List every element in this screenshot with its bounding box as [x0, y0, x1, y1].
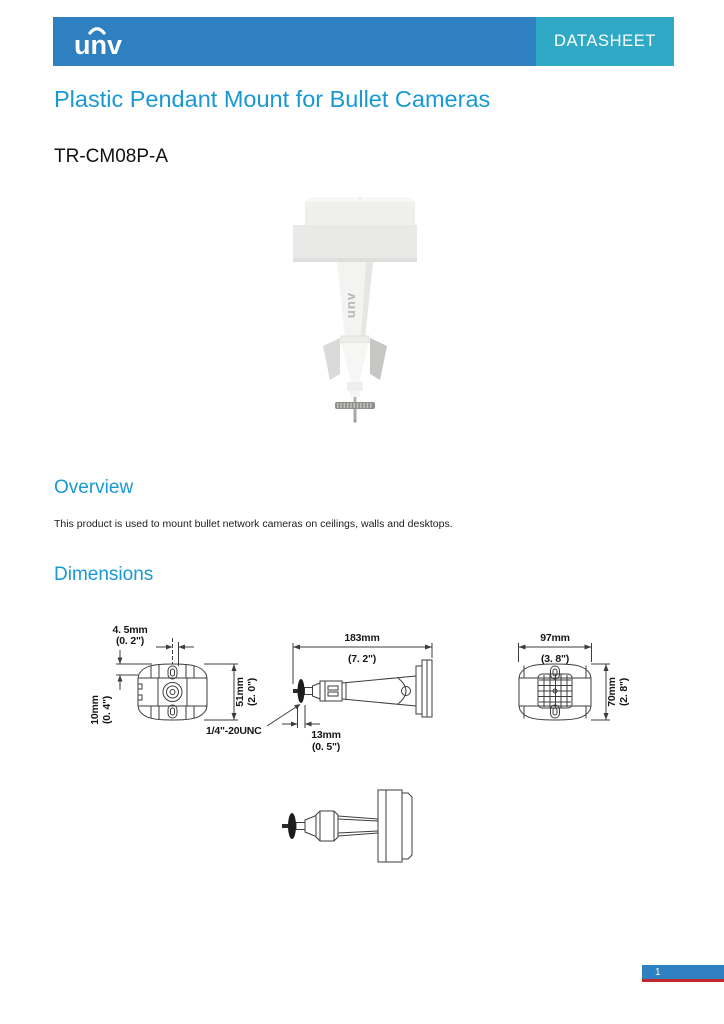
dim-label-base-depth-in: (2. 8") — [618, 677, 630, 707]
right-fin — [370, 338, 387, 380]
unv-molded-logo: unv — [343, 291, 358, 319]
dim-label-edge-mm: 10mm — [89, 695, 101, 725]
dim-label-knob-mm: 13mm — [311, 729, 341, 741]
dim-label-base-width-in: (3. 8") — [540, 653, 570, 665]
dim-label-base-height-in: (2. 0") — [246, 677, 258, 707]
overview-text: This product is used to mount bullet network cameras on ceilings, walls and desktops. — [54, 518, 453, 530]
unv-logo — [53, 23, 138, 61]
unv-logo-icon — [66, 23, 138, 61]
dim-label-hole-offset-mm: 4. 5mm — [112, 624, 148, 636]
header-bar — [53, 17, 674, 66]
logo-text: unv — [74, 29, 123, 60]
base-bottom-outline — [138, 664, 207, 720]
ceiling-plate-edge — [293, 258, 417, 262]
lower-cone — [341, 343, 369, 382]
page-number-badge — [642, 965, 724, 982]
page-number: 1 — [655, 967, 661, 978]
dim-label-length-mm: 183mm — [344, 632, 380, 644]
page-title: Plastic Pendant Mount for Bullet Cameras — [54, 86, 491, 112]
dim-label-hole-offset-in: (0. 2") — [115, 635, 145, 647]
ceiling-block — [305, 202, 415, 225]
dimensions-heading: Dimensions — [54, 564, 154, 585]
pendant-mount-illustration — [277, 190, 447, 435]
model-number: TR-CM08P-A — [54, 146, 169, 167]
overview-heading: Overview — [54, 477, 134, 498]
dim-label-base-height-mm: 51mm — [234, 677, 246, 707]
dim-label-length-in: (7. 2") — [347, 653, 377, 665]
dim-label-base-width-mm: 97mm — [540, 632, 570, 644]
dimensions-figure — [54, 600, 670, 905]
datasheet-badge — [536, 17, 674, 66]
knob-side-view — [298, 679, 305, 703]
drawing-geometry — [116, 638, 610, 862]
dimension-arrows — [118, 645, 609, 840]
neck-cylinder — [350, 391, 360, 397]
screw-rod-tip — [354, 409, 357, 420]
datasheet-badge-label: DATASHEET — [554, 32, 656, 50]
knob-top-view — [288, 813, 296, 839]
dim-label-thread-spec: 1/4"-20UNC — [206, 725, 262, 737]
ceiling-plate — [293, 225, 417, 262]
dim-label-knob-in: (0. 5") — [311, 741, 341, 753]
dimension-drawings — [54, 600, 670, 900]
collar-ring — [341, 336, 369, 343]
rod-end — [353, 419, 356, 422]
dim-label-edge-in: (0. 4") — [101, 695, 113, 725]
dimension-labels — [89, 624, 630, 753]
product-photo — [277, 190, 447, 440]
left-fin — [323, 338, 340, 380]
neck — [347, 382, 363, 391]
dim-label-base-depth-mm: 70mm — [606, 677, 618, 707]
